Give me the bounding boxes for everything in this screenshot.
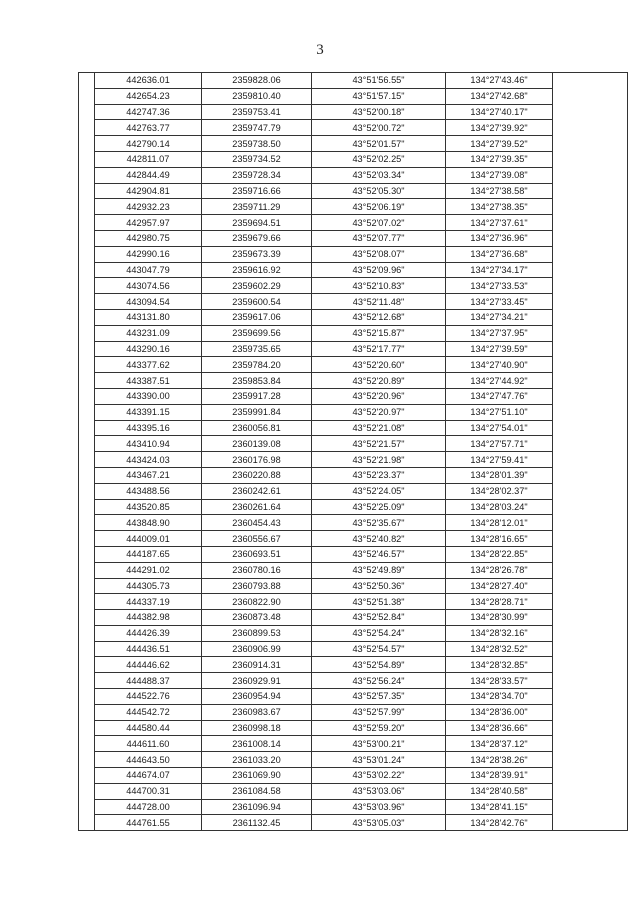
x-coordinate-cell: 442980.75 <box>95 230 202 246</box>
table-row <box>79 294 628 310</box>
latitude-cell: 43°52'02.25" <box>312 151 446 167</box>
table-row <box>79 215 628 231</box>
longitude-cell: 134°27'39.08" <box>446 167 553 183</box>
x-coordinate-cell: 443395.16 <box>95 420 202 436</box>
y-coordinate-cell: 2360873.48 <box>202 610 312 626</box>
x-coordinate-cell: 444761.55 <box>95 815 202 831</box>
y-coordinate-cell: 2359738.50 <box>202 136 312 152</box>
y-coordinate-cell: 2360261.64 <box>202 499 312 515</box>
x-coordinate-cell: 443290.16 <box>95 341 202 357</box>
table-row <box>79 467 628 483</box>
table-row <box>79 278 628 294</box>
table-row <box>79 815 628 831</box>
latitude-cell: 43°52'07.77" <box>312 230 446 246</box>
coordinates-table-body <box>79 73 628 831</box>
latitude-cell: 43°52'06.19" <box>312 199 446 215</box>
x-coordinate-cell: 442904.81 <box>95 183 202 199</box>
latitude-cell: 43°52'21.98" <box>312 452 446 468</box>
x-coordinate-cell: 444382.98 <box>95 610 202 626</box>
y-coordinate-cell: 2360906.99 <box>202 641 312 657</box>
latitude-cell: 43°52'15.87" <box>312 325 446 341</box>
latitude-cell: 43°52'08.07" <box>312 246 446 262</box>
x-coordinate-cell: 444700.31 <box>95 783 202 799</box>
longitude-cell: 134°27'40.90" <box>446 357 553 373</box>
latitude-cell: 43°52'54.24" <box>312 625 446 641</box>
x-coordinate-cell: 443074.56 <box>95 278 202 294</box>
longitude-cell: 134°27'44.92" <box>446 373 553 389</box>
x-coordinate-cell: 444522.76 <box>95 689 202 705</box>
table-row <box>79 388 628 404</box>
longitude-cell: 134°28'42.76" <box>446 815 553 831</box>
y-coordinate-cell: 2359853.84 <box>202 373 312 389</box>
x-coordinate-cell: 443047.79 <box>95 262 202 278</box>
table-row <box>79 625 628 641</box>
latitude-cell: 43°53'00.21" <box>312 736 446 752</box>
y-coordinate-cell: 2361033.20 <box>202 752 312 768</box>
latitude-cell: 43°52'40.82" <box>312 531 446 547</box>
y-coordinate-cell: 2361008.14 <box>202 736 312 752</box>
longitude-cell: 134°27'34.21" <box>446 309 553 325</box>
longitude-cell: 134°28'40.58" <box>446 783 553 799</box>
table-row <box>79 373 628 389</box>
y-coordinate-cell: 2360556.67 <box>202 531 312 547</box>
table-row <box>79 641 628 657</box>
table-row <box>79 309 628 325</box>
x-coordinate-cell: 443424.03 <box>95 452 202 468</box>
page-number: 3 <box>316 42 324 58</box>
longitude-cell: 134°27'43.46" <box>446 73 553 89</box>
longitude-cell: 134°27'33.45" <box>446 294 553 310</box>
latitude-cell: 43°53'01.24" <box>312 752 446 768</box>
longitude-cell: 134°28'36.00" <box>446 704 553 720</box>
latitude-cell: 43°52'23.37" <box>312 467 446 483</box>
x-coordinate-cell: 444426.39 <box>95 625 202 641</box>
x-coordinate-cell: 444337.19 <box>95 594 202 610</box>
latitude-cell: 43°52'35.67" <box>312 515 446 531</box>
y-coordinate-cell: 2359810.40 <box>202 88 312 104</box>
x-coordinate-cell: 442932.23 <box>95 199 202 215</box>
longitude-cell: 134°28'01.39" <box>446 467 553 483</box>
table-row <box>79 436 628 452</box>
table-row <box>79 799 628 815</box>
x-coordinate-cell: 443410.94 <box>95 436 202 452</box>
y-coordinate-cell: 2359917.28 <box>202 388 312 404</box>
y-coordinate-cell: 2359828.06 <box>202 73 312 89</box>
table-row <box>79 404 628 420</box>
longitude-cell: 134°28'02.37" <box>446 483 553 499</box>
y-coordinate-cell: 2361096.94 <box>202 799 312 815</box>
longitude-cell: 134°28'32.85" <box>446 657 553 673</box>
x-coordinate-cell: 443390.00 <box>95 388 202 404</box>
latitude-cell: 43°52'20.60" <box>312 357 446 373</box>
y-coordinate-cell: 2359734.52 <box>202 151 312 167</box>
x-coordinate-cell: 442636.01 <box>95 73 202 89</box>
x-coordinate-cell: 442811.07 <box>95 151 202 167</box>
y-coordinate-cell: 2359784.20 <box>202 357 312 373</box>
x-coordinate-cell: 444436.51 <box>95 641 202 657</box>
x-coordinate-cell: 442844.49 <box>95 167 202 183</box>
x-coordinate-cell: 444488.37 <box>95 673 202 689</box>
table-row <box>79 104 628 120</box>
y-coordinate-cell: 2360139.08 <box>202 436 312 452</box>
table-row <box>79 499 628 515</box>
latitude-cell: 43°52'21.08" <box>312 420 446 436</box>
longitude-cell: 134°28'38.26" <box>446 752 553 768</box>
table-row <box>79 657 628 673</box>
longitude-cell: 134°27'36.68" <box>446 246 553 262</box>
latitude-cell: 43°52'20.89" <box>312 373 446 389</box>
longitude-cell: 134°28'26.78" <box>446 562 553 578</box>
longitude-cell: 134°27'51.10" <box>446 404 553 420</box>
latitude-cell: 43°52'01.57" <box>312 136 446 152</box>
longitude-cell: 134°27'38.35" <box>446 199 553 215</box>
x-coordinate-cell: 444446.62 <box>95 657 202 673</box>
x-coordinate-cell: 444187.65 <box>95 546 202 562</box>
x-coordinate-cell: 442763.77 <box>95 120 202 136</box>
y-coordinate-cell: 2360693.51 <box>202 546 312 562</box>
x-coordinate-cell: 443387.51 <box>95 373 202 389</box>
longitude-cell: 134°28'27.40" <box>446 578 553 594</box>
longitude-cell: 134°27'39.35" <box>446 151 553 167</box>
x-coordinate-cell: 443520.85 <box>95 499 202 515</box>
x-coordinate-cell: 444009.01 <box>95 531 202 547</box>
latitude-cell: 43°52'57.99" <box>312 704 446 720</box>
table-row <box>79 183 628 199</box>
x-coordinate-cell: 444643.50 <box>95 752 202 768</box>
longitude-cell: 134°28'41.15" <box>446 799 553 815</box>
x-coordinate-cell: 442990.16 <box>95 246 202 262</box>
y-coordinate-cell: 2360998.18 <box>202 720 312 736</box>
longitude-cell: 134°27'38.58" <box>446 183 553 199</box>
longitude-cell: 134°27'57.71" <box>446 436 553 452</box>
latitude-cell: 43°53'05.03" <box>312 815 446 831</box>
table-row <box>79 610 628 626</box>
y-coordinate-cell: 2359617.06 <box>202 309 312 325</box>
y-coordinate-cell: 2359673.39 <box>202 246 312 262</box>
x-coordinate-cell: 442957.97 <box>95 215 202 231</box>
table-row <box>79 752 628 768</box>
table-row <box>79 230 628 246</box>
table-row <box>79 167 628 183</box>
y-coordinate-cell: 2359600.54 <box>202 294 312 310</box>
x-coordinate-cell: 444542.72 <box>95 704 202 720</box>
table-row <box>79 325 628 341</box>
latitude-cell: 43°53'03.96" <box>312 799 446 815</box>
table-row <box>79 73 628 89</box>
latitude-cell: 43°52'00.18" <box>312 104 446 120</box>
x-coordinate-cell: 443131.80 <box>95 309 202 325</box>
table-row <box>79 262 628 278</box>
longitude-cell: 134°27'37.61" <box>446 215 553 231</box>
longitude-cell: 134°28'37.12" <box>446 736 553 752</box>
longitude-cell: 134°27'39.52" <box>446 136 553 152</box>
y-coordinate-cell: 2360983.67 <box>202 704 312 720</box>
x-coordinate-cell: 443848.90 <box>95 515 202 531</box>
longitude-cell: 134°27'47.76" <box>446 388 553 404</box>
y-coordinate-cell: 2360793.88 <box>202 578 312 594</box>
longitude-cell: 134°28'33.57" <box>446 673 553 689</box>
table-row <box>79 720 628 736</box>
table-row <box>79 120 628 136</box>
y-coordinate-cell: 2359735.65 <box>202 341 312 357</box>
table-row <box>79 594 628 610</box>
y-coordinate-cell: 2359711.29 <box>202 199 312 215</box>
y-coordinate-cell: 2359753.41 <box>202 104 312 120</box>
latitude-cell: 43°52'49.89" <box>312 562 446 578</box>
table-row <box>79 88 628 104</box>
table-row <box>79 578 628 594</box>
table-row <box>79 689 628 705</box>
latitude-cell: 43°52'05.30" <box>312 183 446 199</box>
latitude-cell: 43°52'07.02" <box>312 215 446 231</box>
latitude-cell: 43°52'10.83" <box>312 278 446 294</box>
latitude-cell: 43°52'57.35" <box>312 689 446 705</box>
table-row <box>79 546 628 562</box>
y-coordinate-cell: 2360056.81 <box>202 420 312 436</box>
latitude-cell: 43°52'24.05" <box>312 483 446 499</box>
y-coordinate-cell: 2359991.84 <box>202 404 312 420</box>
latitude-cell: 43°52'52.84" <box>312 610 446 626</box>
latitude-cell: 43°52'20.97" <box>312 404 446 420</box>
y-coordinate-cell: 2359728.34 <box>202 167 312 183</box>
y-coordinate-cell: 2359699.56 <box>202 325 312 341</box>
y-coordinate-cell: 2360822.90 <box>202 594 312 610</box>
x-coordinate-cell: 443377.62 <box>95 357 202 373</box>
latitude-cell: 43°52'03.34" <box>312 167 446 183</box>
x-coordinate-cell: 444611.60 <box>95 736 202 752</box>
table-row <box>79 768 628 784</box>
longitude-cell: 134°27'59.41" <box>446 452 553 468</box>
table-row <box>79 246 628 262</box>
latitude-cell: 43°52'25.09" <box>312 499 446 515</box>
y-coordinate-cell: 2359616.92 <box>202 262 312 278</box>
latitude-cell: 43°52'56.24" <box>312 673 446 689</box>
y-coordinate-cell: 2359694.51 <box>202 215 312 231</box>
table-row <box>79 704 628 720</box>
longitude-cell: 134°27'33.53" <box>446 278 553 294</box>
latitude-cell: 43°52'21.57" <box>312 436 446 452</box>
y-coordinate-cell: 2359716.66 <box>202 183 312 199</box>
y-coordinate-cell: 2361084.58 <box>202 783 312 799</box>
y-coordinate-cell: 2360454.43 <box>202 515 312 531</box>
table-row <box>79 199 628 215</box>
x-coordinate-cell: 444291.02 <box>95 562 202 578</box>
longitude-cell: 134°28'03.24" <box>446 499 553 515</box>
longitude-cell: 134°28'32.52" <box>446 641 553 657</box>
latitude-cell: 43°52'50.36" <box>312 578 446 594</box>
latitude-cell: 43°52'46.57" <box>312 546 446 562</box>
longitude-cell: 134°28'22.85" <box>446 546 553 562</box>
latitude-cell: 43°52'51.38" <box>312 594 446 610</box>
x-coordinate-cell: 444305.73 <box>95 578 202 594</box>
latitude-cell: 43°51'57.15" <box>312 88 446 104</box>
x-coordinate-cell: 443467.21 <box>95 467 202 483</box>
longitude-cell: 134°28'12.01" <box>446 515 553 531</box>
longitude-cell: 134°28'39.91" <box>446 768 553 784</box>
y-coordinate-cell: 2361069.90 <box>202 768 312 784</box>
x-coordinate-cell: 442790.14 <box>95 136 202 152</box>
longitude-cell: 134°27'36.96" <box>446 230 553 246</box>
x-coordinate-cell: 443231.09 <box>95 325 202 341</box>
y-coordinate-cell: 2360929.91 <box>202 673 312 689</box>
table-row <box>79 783 628 799</box>
latitude-cell: 43°52'09.96" <box>312 262 446 278</box>
latitude-cell: 43°53'03.06" <box>312 783 446 799</box>
table-row <box>79 452 628 468</box>
y-coordinate-cell: 2360914.31 <box>202 657 312 673</box>
longitude-cell: 134°28'28.71" <box>446 594 553 610</box>
y-coordinate-cell: 2360242.61 <box>202 483 312 499</box>
y-coordinate-cell: 2360899.53 <box>202 625 312 641</box>
longitude-cell: 134°27'40.17" <box>446 104 553 120</box>
longitude-cell: 134°27'54.01" <box>446 420 553 436</box>
table-row <box>79 420 628 436</box>
table-row <box>79 531 628 547</box>
latitude-cell: 43°52'00.72" <box>312 120 446 136</box>
x-coordinate-cell: 443488.56 <box>95 483 202 499</box>
table-row <box>79 673 628 689</box>
notes-column-cell <box>553 73 628 831</box>
x-coordinate-cell: 444728.00 <box>95 799 202 815</box>
x-coordinate-cell: 442654.23 <box>95 88 202 104</box>
longitude-cell: 134°27'39.92" <box>446 120 553 136</box>
x-coordinate-cell: 444580.44 <box>95 720 202 736</box>
latitude-cell: 43°52'54.57" <box>312 641 446 657</box>
latitude-cell: 43°53'02.22" <box>312 768 446 784</box>
latitude-cell: 43°52'11.48" <box>312 294 446 310</box>
longitude-cell: 134°28'30.99" <box>446 610 553 626</box>
table-row <box>79 562 628 578</box>
y-coordinate-cell: 2360176.98 <box>202 452 312 468</box>
longitude-cell: 134°28'32.16" <box>446 625 553 641</box>
longitude-cell: 134°27'37.95" <box>446 325 553 341</box>
x-coordinate-cell: 443094.54 <box>95 294 202 310</box>
coordinates-table <box>78 72 628 831</box>
left-margin-cell <box>79 73 95 831</box>
latitude-cell: 43°51'56.55" <box>312 73 446 89</box>
latitude-cell: 43°52'59.20" <box>312 720 446 736</box>
longitude-cell: 134°27'42.68" <box>446 88 553 104</box>
table-row <box>79 736 628 752</box>
latitude-cell: 43°52'20.96" <box>312 388 446 404</box>
x-coordinate-cell: 442747.36 <box>95 104 202 120</box>
table-row <box>79 151 628 167</box>
y-coordinate-cell: 2360954.94 <box>202 689 312 705</box>
y-coordinate-cell: 2361132.45 <box>202 815 312 831</box>
longitude-cell: 134°27'39.59" <box>446 341 553 357</box>
table-row <box>79 483 628 499</box>
y-coordinate-cell: 2360780.16 <box>202 562 312 578</box>
y-coordinate-cell: 2359602.29 <box>202 278 312 294</box>
longitude-cell: 134°28'36.66" <box>446 720 553 736</box>
latitude-cell: 43°52'12.68" <box>312 309 446 325</box>
x-coordinate-cell: 444674.07 <box>95 768 202 784</box>
longitude-cell: 134°28'34.70" <box>446 689 553 705</box>
y-coordinate-cell: 2360220.88 <box>202 467 312 483</box>
table-row <box>79 136 628 152</box>
latitude-cell: 43°52'17.77" <box>312 341 446 357</box>
table-row <box>79 357 628 373</box>
table-row <box>79 515 628 531</box>
longitude-cell: 134°27'34.17" <box>446 262 553 278</box>
latitude-cell: 43°52'54.89" <box>312 657 446 673</box>
table-row <box>79 341 628 357</box>
y-coordinate-cell: 2359679.66 <box>202 230 312 246</box>
x-coordinate-cell: 443391.15 <box>95 404 202 420</box>
y-coordinate-cell: 2359747.79 <box>202 120 312 136</box>
longitude-cell: 134°28'16.65" <box>446 531 553 547</box>
